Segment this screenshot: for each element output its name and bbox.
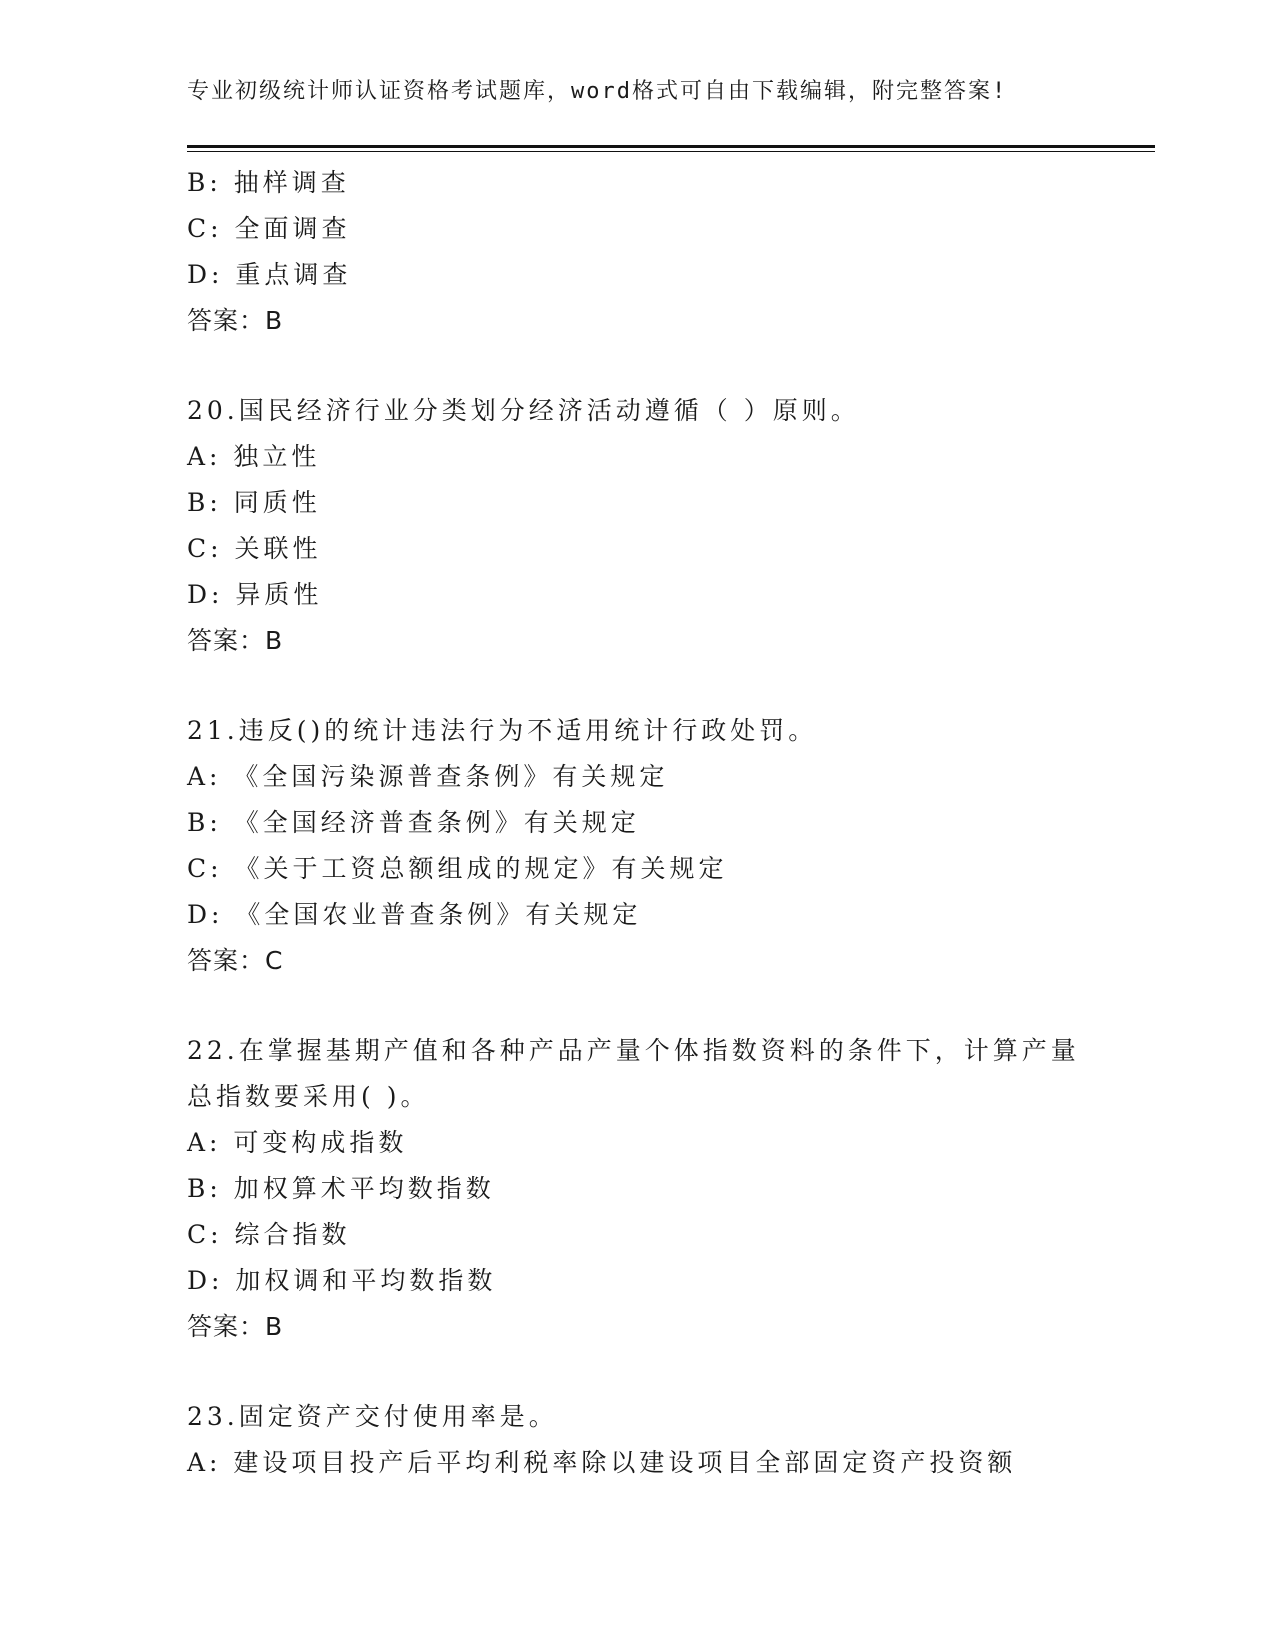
option-b: B: 《全国经济普查条例》有关规定: [187, 808, 640, 837]
answer: 答案：B: [187, 626, 284, 655]
question-21: [187, 708, 1137, 984]
option-b: B: 同质性: [187, 488, 321, 517]
answer: 答案：C: [187, 946, 284, 975]
option-d: D: 《全国农业普查条例》有关规定: [187, 900, 642, 929]
header-rule-thick: [187, 145, 1155, 148]
option-b: B: 抽样调查: [187, 168, 350, 197]
question-19: [187, 160, 1137, 344]
question-stem: 21.违反()的统计违法行为不适用统计行政处罚。: [187, 716, 818, 745]
option-a: A: 《全国污染源普查条例》有关规定: [187, 762, 669, 791]
spacer: [187, 664, 1137, 708]
question-stem-line-2: 总指数要采用( )。: [187, 1082, 430, 1111]
option-d: D: 异质性: [187, 580, 323, 609]
spacer: [187, 344, 1137, 388]
option-d: D: 重点调查: [187, 260, 352, 289]
spacer: [187, 984, 1137, 1028]
question-stem: 20.国民经济行业分类划分经济活动遵循（ ）原则。: [187, 396, 860, 425]
header-rule-thin: [187, 151, 1155, 152]
option-c: C: 关联性: [187, 534, 322, 563]
option-c: C: 综合指数: [187, 1220, 351, 1249]
question-20: [187, 388, 1137, 664]
question-22: [187, 1028, 1137, 1350]
question-23: [187, 1394, 1137, 1486]
question-stem: 23.固定资产交付使用率是。: [187, 1402, 558, 1431]
question-stem-line-1: 22.在掌握基期产值和各种产品产量个体指数资料的条件下，计算产量: [187, 1036, 1080, 1065]
answer: 答案：B: [187, 306, 284, 335]
option-b: B: 加权算术平均数指数: [187, 1174, 495, 1203]
option-a: A: 可变构成指数: [187, 1128, 408, 1157]
option-c: C: 全面调查: [187, 214, 351, 243]
option-a: A: 独立性: [187, 442, 321, 471]
option-d: D: 加权调和平均数指数: [187, 1266, 497, 1295]
document-body: [187, 160, 1137, 1486]
answer: 答案：B: [187, 1312, 284, 1341]
page-header: 专业初级统计师认证资格考试题库，word格式可自由下载编辑，附完整答案!: [187, 79, 1008, 104]
spacer: [187, 1350, 1137, 1394]
option-c: C: 《关于工资总额组成的规定》有关规定: [187, 854, 728, 883]
option-a: A: 建设项目投产后平均利税率除以建设项目全部固定资产投资额: [187, 1448, 1017, 1477]
